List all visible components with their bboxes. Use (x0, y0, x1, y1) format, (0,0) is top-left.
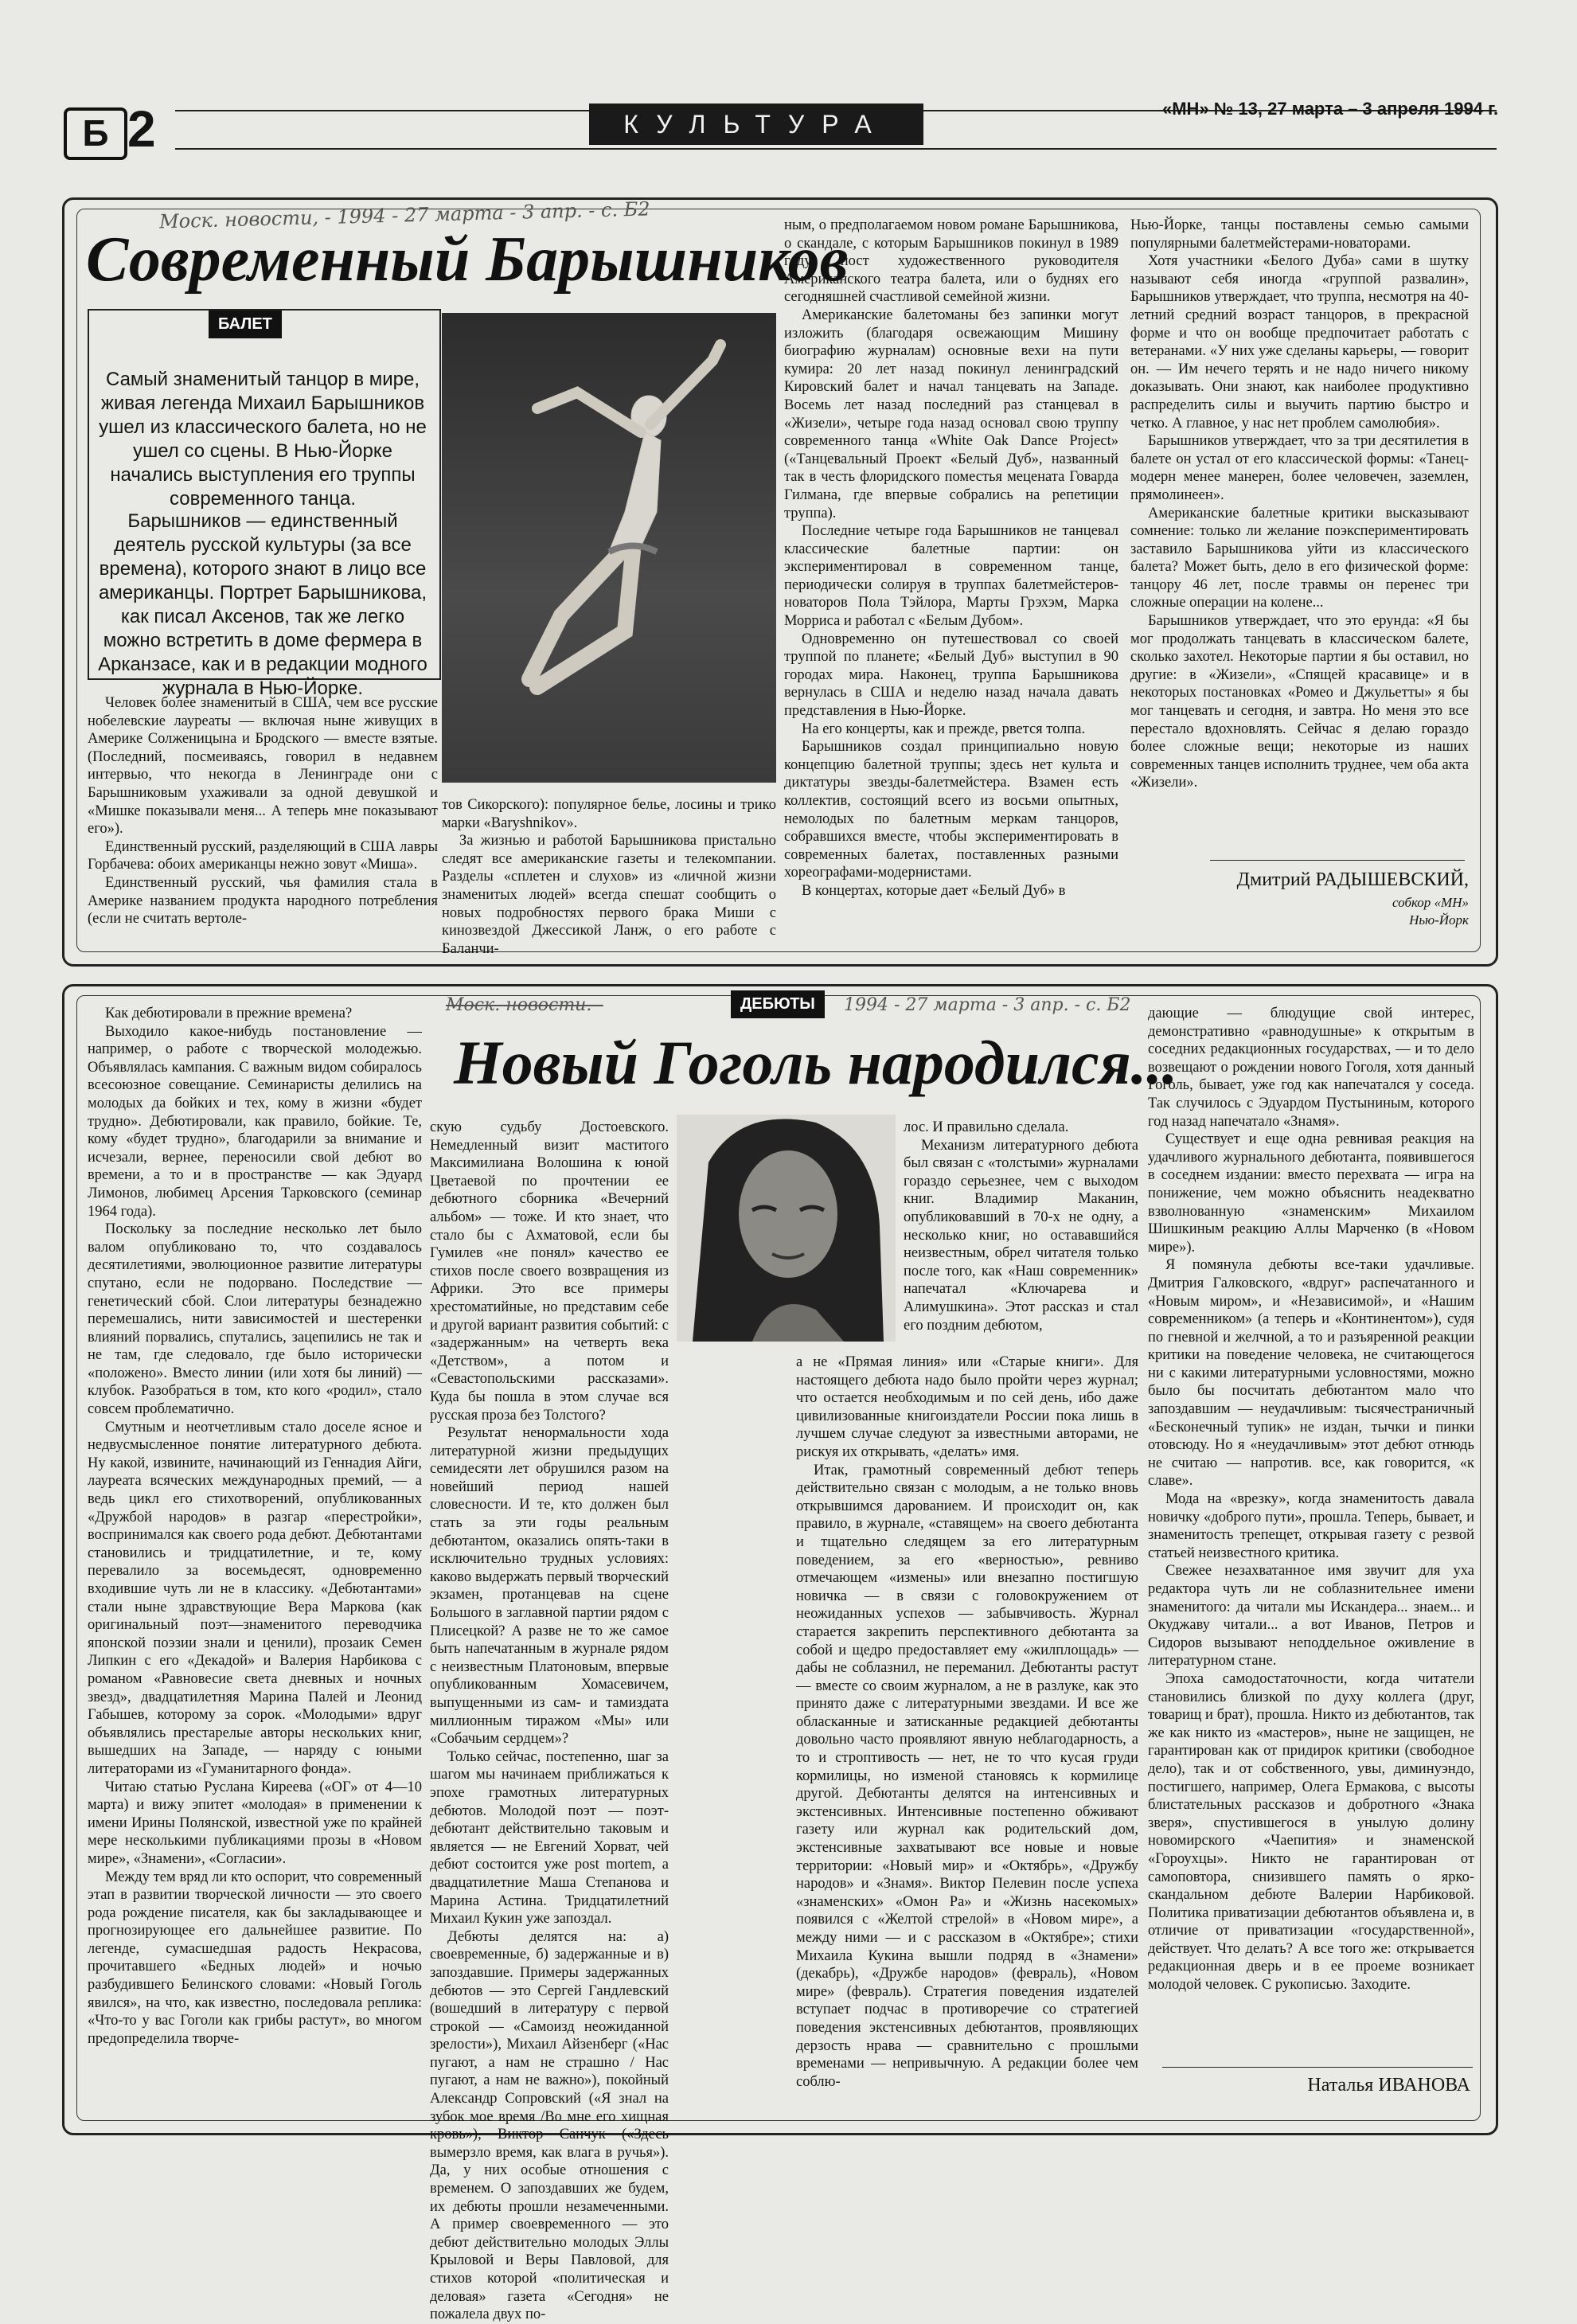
article2-column-3: а не «Прямая линия» или «Старые книги». Для настоящего дебюта надо было пройти через журнал; что остается необходимым и по сей день, ибо даже цивилизованные книгоиздатели России пока лишь в лучшем случае следуют за известными авторами, не рискуя их открывать, «делать» имя. Итак, грамотный современный дебют теперь действительно связан с молодым, а не только вновь открывшимся дарованием. И происходит он, как правило, в журнале, «ставящем» на своего дебютанта и тщательно следящем за его литературным поведением, за его «верностью», ревниво отмечающем «измены» или внезапно постигшую новичка — в связи с головокружением от неожиданных успехов — забывчивость. Журнал старается закрепить перспективного дебютанта за собой и щедро предоставляет ему «жилплощадь» — дабы не соблазнил, не переманил. Дебютанты растут — вместе со своим журналом, а не в разлуке, как это принято даже с литературными звездами. И все же обласканные и затисканные редакцией дебютанты довольно часто проявляют явную неблагодарность, а то и строптивость — нет, не то что кусая груди кормилицы, но изменой становясь к кормилице другой. Дебютанты делятся на интенсивных и экстенсивных. Интенсивные постепенно обживают газету или журнал как родительский дом, экстенсивные захватывают все новые и новые территории: «Новый мир» и «Октябрь», «Дружбу народов» и «Знамя». Виктор Пелевин после успеха «знаменских» «Омон Ра» и «Жизнь насекомых» появился с «Желтой стрелой» в «Новом мире», а между ними — и с рассказом в «Октябре»; стихи Михаила Кукина вышли подряд в «Знамени» (декабрь), «Дружбе народов» (февраль), «Новом мире» (февраль). Стратегия поведения издателей вступает подчас в противоречие со стратегией поведения экстенсивных дебютантов, проявляющих дерзость нрава — сравнительно с прошлыми временами — непривычную. А редакции более чем соблю- (796, 1354, 1138, 2090)
signature-rule (1210, 860, 1465, 861)
lead-paragraph-2: Барышников — единственный деятель русской культуры (за все времена), которого знают в лицо все американцы. Портрет Барышникова, как писал Аксенов, так же легко можно встретить в доме фермера в Арканзасе, как и в редакции модного журнала в Нью-Йорке. (98, 510, 427, 699)
header-rule-bottom (175, 148, 1497, 150)
author-signature-debuts: Наталья ИВАНОВА (1307, 2075, 1470, 2096)
handwritten-source-note-2: 1994 - 27 марта - 3 апр. - с. Б2 (844, 995, 1131, 1015)
section-letter-box: Б (64, 107, 127, 160)
handwritten-source-note-1: Моск. новости. - (446, 995, 603, 1015)
author-location: Нью-Йорк (1409, 912, 1469, 928)
article1-column-3: ным, о предполагаемом новом романе Барышникова, о скандале, с которым Барышников покинул в 1989 году пост художественного руководителя Американского театра балета, или о буднях его сегодняшней счастливой семейной жизни. Американские балетоманы без запинки могут изложить (благодаря освежающим Мишину биографию журналам) основные вехи на пути кумира: 20 лет назад покинул ленинградский Кировский балет и начал танцевать на Западе. Восемь лет назад последний раз станцевал в «Жизели», четыре года назад основал свою труппу современного танца «White Oak Dance Project» («Танцевальный Проект «Белый Дуб», названный так в честь флоридского поместья мецената Говарда Гилмана, где впервые собрались на репетиции труппа). Последние четыре года Барышников не танцевал классические балетные партии: он экспериментировал в современном танце, периодически солируя в труппах балетмейстеров-новаторов Пола Тэйлора, Марты Грэхэм, Марка Морриса и работал с «Белым Дубом». Одновременно он путешествовал со своей труппой по планете; «Белый Дуб» выступил в 90 городах мира. Наконец, труппа Барышникова вернулась в США и неделю назад начала давать представления в Нью-Йорке. На его концерты, как и прежде, рвется толпа. Барышников создал принципиально новую концепцию балетной труппы; здесь нет культа и диктатуры звезды-балетмейстера. Взамен есть коллектив, состоящий всего из восьми опытных, немолодых по балетным меркам танцоров, собравшихся вместе, чтобы экспериментировать в современных балетах, поставленных разными хореографами-модернистами. В концертах, которые дает «Белый Дуб» в (784, 217, 1118, 899)
article2-column-2: скую судьбу Достоевского. Немедленный визит маститого Максимилиана Волошина к юной Цветаевой по прочтении ее дебютного сборника «Вечерний альбом» — тоже. И кто знает, что стало бы с Ахматовой, если бы Гумилев «не понял» качество ее стихов после своего возвращения из Африки. Это все примеры хрестоматийные, но представим себе и другой вариант развития событий: с «задержанным» на четверть века «Детством», а потом и «Севастопольскими рассказами». Куда бы пошла в этом случае вся русская проза без Толстого? Результат ненормальности хода литературной жизни предыдущих семидесяти лет обрушился разом на новейший период нашей словесности. И те, кто должен был стать за эти годы реальным дебютантом, оказались опять-таки в исключительно трудных условиях: каково выдержать первый творческий экзамен, протанцевав на сцене Большого в заглавной партии рядом с Плисецкой? А разве не то же самое быть напечатанным в журнале рядом с неизвестным Платоновым, впервые опубликованным Хомасевичем, выпущенными из сам- и тамиздата миллионным тиражом «Мы» или «Собачьим сердцем»? Только сейчас, постепенно, шаг за шагом мы начинаем приближаться к эпохе грамотных литературных дебютов. Молодой поэт — поэт-дебютант действительно таковым и является — не Евгений Хорват, чей дебют состоится уже post mortem, а двадцатилетние Маша Степанова и Марина Астина. Тридцатилетний Михаил Кукин уже запоздал. Дебюты делятся на: а) своевременные, б) задержанные и в) запоздавшие. Примеры задержанных дебютов — это Сергей Гандлевский (вошедший в литературу с первой строкой — «Самоизд неожиданной зрелости»), Михаил Айзенберг («Нас пугают, а нам не страшно / Нас пугают, а нам не важно»), покойный Александр Сопровский («Я знал на зубок мое время /Во мне его хищная кровь»), Виктор Санчук («Здесь вымерзло время, как влага в ручья»). Да, у них особые отношения с временем. О запоздавших же будем, их дебюты прошли незамеченными. А пример своевременного — это дебют действительно молодых Эллы Крыловой и Веры Павловой, для стихов которой «политическая и деловая» газета «Сегодня» не пожалела двух по- (430, 1119, 669, 2323)
portrait-silhouette-icon (677, 1115, 896, 1342)
article2-column-3-top: лос. И правильно сделала. Механизм литературного дебюта был связан с «толстыми» журналами гораздо серьезнее, чем с выходом книг. Владимир Маканин, опубликовавший в 70-х не одну, а несколько книг, но остававшийся неизвестным, обрел читателя только после того, как «Наш современник» напечатал «Ключарева и Алимушкина». Этот рассказ и стал его поздним дебютом, (904, 1119, 1138, 1334)
dancer-silhouette-icon (442, 313, 776, 783)
page-number: 2 (127, 100, 156, 158)
baryshnikov-photo (442, 313, 776, 783)
article-title-debuts: Новый Гоголь народился... (454, 1028, 1178, 1097)
article2-column-1: Как дебютировали в прежние времена? Выходило какое-нибудь постановление — например, о работе с творческой молодежью. Объявлялась кампания. С важным видом собиралось всесоюзное совещание. Семинаристы делились на молодых да бойких и тех, кому в жизни «будет трудно». Дебютировали, как правило, бойкие. Те, кому «будет трудно», благодарили за внимание и исчезали, вернее, переносили свой дебют во времени, а то и в пространстве — как Эдуард Лимонов, любимец Арсения Тарковского (семинар 1964 года). Поскольку за последние несколько лет было валом опубликовано то, что создавалось десятилетиями, эволюционное развитие литературы спутано, если не подорвано. Последствие — генетический сбой. Слои литературы безнадежно перемешались, нити зависимостей и шестеренки влияний порвались, спутались, зацепились не так и не там, где следовало, где было исторически «положено». Вместо линии (или хотя бы линий) — клубок. Разобраться в том, кто кого «родил», стало совсем проблематично. Смутным и неотчетливым стало доселе ясное и недвусмысленное понятие литературного дебюта. Ну какой, извините, начинающий из Геннадия Айги, лауреата всяческих международных премий, — а ведь цикл его стихотворений, опубликованных «Дружбой народов» в разгар «перестройки», воспринимался как своего рода дебют. Дебютантами становились и тридцатилетние, и те, кому перевалило за восемьдесят, одновременно входившие чуть ли не в классику. «Дебютантами» стали ныне здравствующие Вера Маркова (как оригинальный поэт—знаменитого переводчика японской поэзии знали и ценили), прозаик Семен Липкин с его «Декадой» и Валерия Нарбикова с романом «Равновесие света дневных и ночных звезд», двадцатилетняя Марина Палей и Леонид Габышев, которому за сорок. «Молодыми» вдруг объявлялись престарелые авторы нескольких книг, вышедших на Западе, — наряду с юными литераторами из «Гуманитарного фонда». Читаю статью Руслана Киреева («ОГ» от 4—10 марта) и вижу эпитет «молодая» в применении к имени Ирины Полянской, известной уже по крайней мере несколькими публикациями прозы в «Новом мире», «Знамени», «Согласии». Между тем вряд ли кто оспорит, что современный этап в развитии творческой личности — это своего рода рождение писателя, как бы закладывающее и прогнозирующее его дальнейшее развитие. По легенде, сумасшедшая радость Некрасова, прочитавшего «Бедных людей» и ночью разбудившего Белинского словами: «Новый Гоголь явился», на что, как известно, последовала реплика: «Что-то у вас Гоголи как грибы растут», во многом предопределила творче- (88, 1006, 422, 2047)
rubric-tag-debuts: ДЕБЮТЫ (731, 990, 825, 1018)
article1-column-1: Человек более знаменитый в США, чем все русские нобелевские лауреаты — включая ныне живущих в Америке Солженицына и Бродского — вместе взятые. (Последний, посмеиваясь, говорил в недавнем интервью, что некогда в Ленинграде они с Барышниковым ухаживали за одной девушкой и «Мишке показывали меня... А теперь мне показывают его»). Единственный русский, разделяющий в США лавры Горбачева: обоих американцы нежно зовут «Миша». Единственный русский, чья фамилия стала в Америке названием продукта народного потребления (если не считать вертоле- (88, 695, 438, 928)
author-role: собкор «МН» (1392, 895, 1469, 910)
article1-column-4: Нью-Йорке, танцы поставлены семью самыми популярными балетмейстерами-новаторами. Хотя участники «Белого Дуба» сами в шутку называют себя иногда «группой развалин», Барышников утверждает, что труппа, несмотря на 40-летний средний возраст танцоров, в прекрасной форме и что он вообще предпочитает работать с ветеранами. «У них уже сделаны карьеры, — говорит он. — Им нечего терять и не надо ничего никому доказывать. Они знают, как наиболее продуктивно распределить силы и выучить партию быстро и четко. А главное, у нас нет проблем самолюбия». Барышников утверждает, что за три десятилетия в балете он устал от его классической формы: «Танец-модерн менее манерен, более человечен, заземлен, прямолинеен». Американские балетные критики высказывают сомнение: только ли желание поэкспериментировать заставило Барышникова уйти из классического балета? Может быть, дело в его физической форме: танцору 46 лет, после травмы он перенес три сложные операции на колене... Барышников утверждает, что это ерунда: «Я бы мог продолжать танцевать в классическом балете, сколько захотел. Некоторые партии я бы оставил, но другие: в «Жизели», «Спящей красавице» и в некоторых постановках «Ромео и Джульетты» я бы мог танцевать и сегодня, и завтра. Но меня это все перестало вдохновлять. Сейчас я делаю гораздо более сложные вещи; некоторые из наших современных танцев исполнить труднее, чем оба акта «Жизели». (1130, 217, 1469, 791)
article-title: Современный Барышников (86, 225, 849, 295)
section-banner: КУЛЬТУРА (589, 104, 923, 145)
handwritten-source-note: Моск. новости, - 1994 - 27 марта - 3 апр. - с. Б2 (158, 197, 650, 233)
article2-column-4: дающие — блюдущие свой интерес, демонстративно «равнодушные» к открытым в соседних редакционных государствах, — и то дело возвещают о рождении нового Гоголя, хотя данный Гоголь, бывает, уже год как напечатался у соседа. Так случилось с Эдуардом Пустыниным, которого год назад напечатало «Знамя». Существует и еще одна ревнивая реакция на удачливого журнального дебютанта, появившегося в соседнем издании: вместо перехвата — игра на понижение, чем можно объяснить неадекватно взволнованную «знаменским» Михаилом Шишкиным реакцию Аллы Марченко (в «Новом мире»). Я помянула дебюты все-таки удачливые. Дмитрия Галковского, «вдруг» распечатанного и «Новым миром», и «Независимой», и «Нашим современником» (а теперь и «Континентом»), судя по гневной и желчной, а то и разъяренной реакции критики на поведение человека, не считающегося ни с какими литературными условностями, можно было бы посчитать дебютантом мало что запоздавшим — неудачливым: тысячестраничный «Бесконечный тупик» не издан, тычки и пинки отовсюду. Но я «неудачливым» этот дебют отнюдь не считаю — напротив. все, как говорится, «к славе». Мода на «врезку», когда знаменитость давала новичку «доброго пути», прошла. Теперь, бывает, и знаменитость трепещет, открывая газету с резвой статьей неизвестного критика. Свежее незахватанное имя звучит для уха редактора чуть ли не соблазнительнее имени знаменитого: да читали мы Искандера... знаем... и Окуджаву читали... а вот Иванов, Петров и Сидоров вызывают неподдельное оживление в литературном стане. Эпоха самодостаточности, когда читатели становились близкой по духу коллега (друг, товарищ и брат), прошла. Никто из дебютантов, так же как никто из «мастеров», ныне не защищен, не гарантирован как от придирок критики (свободное дело), так и от собственного, увы, диминуэндо, постигшего, например, Олега Ермакова, с высоты блистательных рассказов и добротного «Знака зверя», спустившегося в унылую долину новомирского «Чаепития» и знаменской «Гороухцы». Никто не гарантирован от самоповтора, снизившего память о ярко-скандальном дебюте Валерии Нарбиковой. Политика приватизации дебютантов объявлена и, в отличие от приватизации «государственной», действует. Что делать? А все того же: открывается редакционная дверь и в ее проеме возникает молодой человек. С рукописью. Заходите. (1148, 1006, 1474, 1994)
author-portrait-photo (677, 1115, 896, 1342)
lead-paragraph-1: Самый знаменитый танцор в мире, живая легенда Михаил Барышников ушел из классического балета, но не ушел со сцены. В Нью-Йорке начались выступления его труппы современного танца. (99, 369, 427, 510)
issue-info: «МН» № 13, 27 марта – 3 апреля 1994 г. (1162, 99, 1499, 119)
rubric-tag: БАЛЕТ (209, 311, 282, 338)
article1-column-2: тов Сикорского): популярное белье, лосины и трико марки «Baryshnikov». За жизнью и работой Барышникова пристально следят все американские газеты и телекомпании. Разделы «сплетен и слухов» из «личной жизни знаменитых людей» всегда спешат сообщить о новых подробностях первого брака Миши с кинозвездой Джессикой Ланж, о его работе с Баланчи- (442, 797, 776, 957)
signature-rule-debuts (1162, 2067, 1473, 2068)
author-signature: Дмитрий РАДЫШЕВСКИЙ, (1236, 869, 1469, 890)
